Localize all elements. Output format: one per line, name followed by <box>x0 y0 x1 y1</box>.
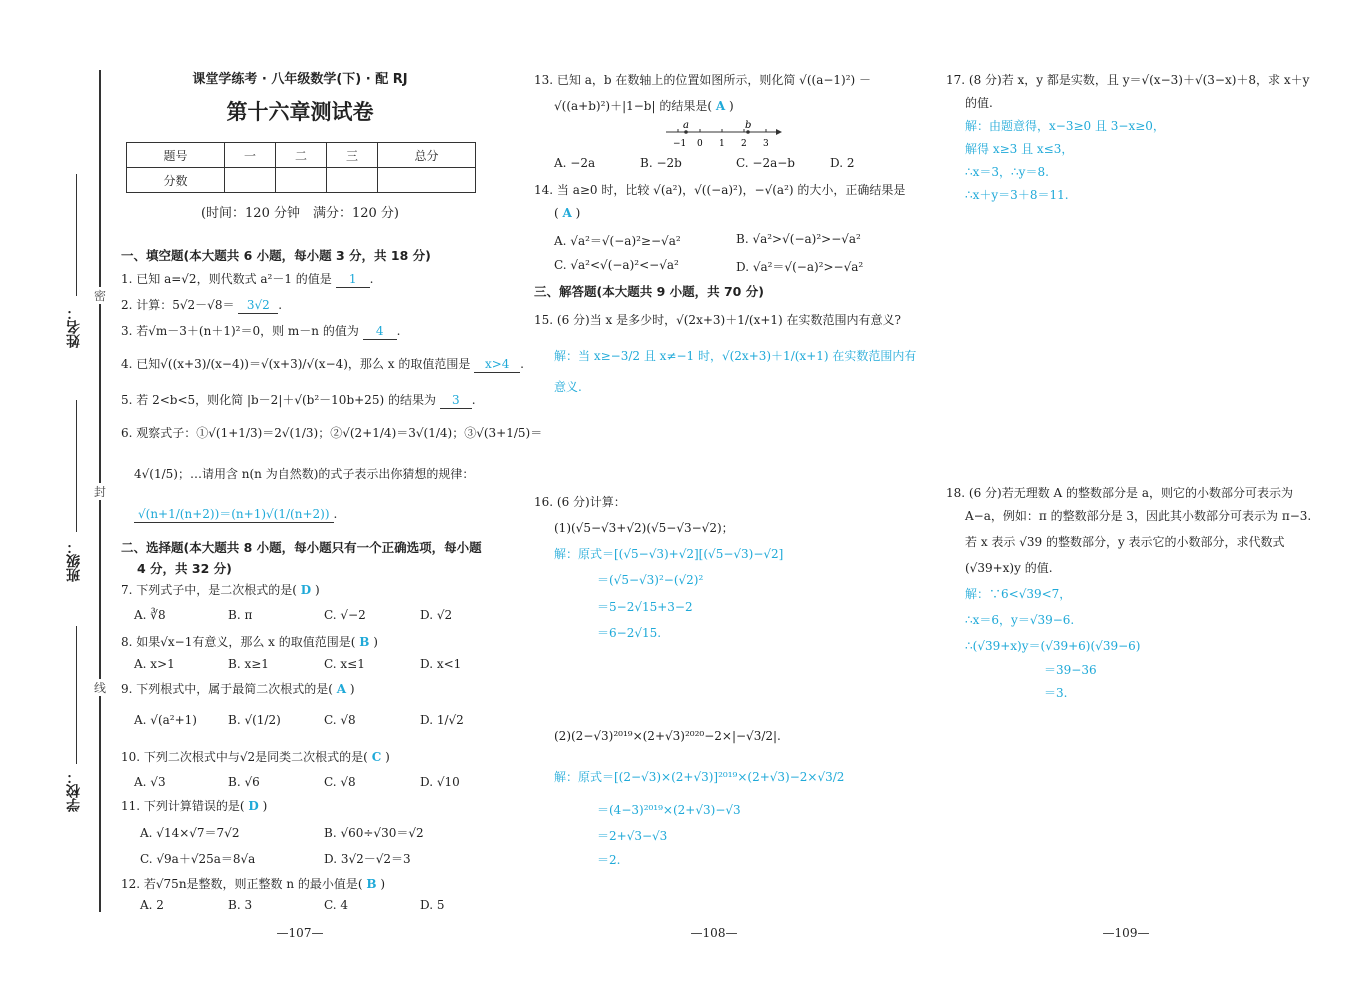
section3-title: 三、解答题(本大题共 9 小题，共 70 分) <box>534 284 764 299</box>
option-13a: A. −2a <box>554 156 596 170</box>
class-label: 班级： <box>66 540 82 582</box>
question-10: 10. 下列二次根式中与√2是同类二次根式的是( C ) <box>121 750 390 764</box>
question-1: 1. 已知 a=√2，则代数式 a²－1 的值是 1 . <box>121 272 374 286</box>
score-input-cell[interactable] <box>275 168 326 193</box>
question-12: 12. 若√75n是整数，则正整数 n 的最小值是( B ) <box>121 877 386 891</box>
option-11a: A. √14×√7＝7√2 <box>140 826 240 840</box>
school-underline <box>76 626 77 764</box>
score-table-cell: 题号 <box>127 143 225 168</box>
question-6-answer-line: √(n+1/(n+2))＝(n+1)√(1/(n+2)) . <box>134 506 337 523</box>
question-13-line1: 13. 已知 a，b 在数轴上的位置如图所示，则化简 √((a−1)²) － <box>534 73 872 87</box>
option-9a: A. √(a²+1) <box>134 713 197 727</box>
answer-2: 3√2 <box>238 297 278 314</box>
question-17-line2: 的值. <box>965 96 993 110</box>
question-9: 9. 下列根式中，属于最简二次根式的是( A ) <box>121 682 355 696</box>
question-6-line2: 4√(1/5)；…请用含 n(n 为自然数)的式子表示出你猜想的规律： <box>134 467 475 481</box>
option-9d: D. 1/√2 <box>420 713 464 727</box>
option-12b: B. 3 <box>228 898 253 912</box>
answer-12: B <box>366 877 377 891</box>
name-underline <box>76 174 77 296</box>
option-8d: D. x<1 <box>420 657 462 671</box>
question-18-line1: 18. (6 分)若无理数 A 的整数部分是 a，则它的小数部分可表示为 <box>946 486 1293 500</box>
seal-mi: 密 <box>93 289 106 303</box>
section1-title: 一、填空题(本大题共 6 小题，每小题 3 分，共 18 分) <box>121 248 431 263</box>
solution-15-line1: 解：当 x≥−3/2 且 x≠−1 时，√(2x+3)＋1/(x+1) 在实数范围内有 <box>554 349 917 363</box>
question-7: 7. 下列式子中，是二次根式的是( D ) <box>121 583 320 597</box>
solution-18-line: ∴x＝6，y＝√39−6. <box>965 613 1075 627</box>
number-line-figure <box>660 118 784 150</box>
question-3: 3. 若√m－3＋(n＋1)²＝0，则 m－n 的值为 4 . <box>121 324 401 338</box>
answer-9: A <box>336 682 347 696</box>
seal-xian: 线 <box>93 681 106 695</box>
page-number-108: —108— <box>690 926 738 940</box>
answer-5: 3 <box>440 392 472 409</box>
option-7b: B. π <box>228 608 253 622</box>
point-a-label: a <box>683 120 689 131</box>
option-14c: C. √a²<√(−a)²<−√a² <box>554 258 679 272</box>
section2-title-line2: 4 分，共 32 分) <box>137 561 232 576</box>
section2-title-line1: 二、选择题(本大题共 8 小题，每小题只有一个正确选项，每小题 <box>121 540 482 555</box>
class-underline <box>76 400 77 532</box>
score-table-cell: 分数 <box>127 168 225 193</box>
solution-16-1-line: ＝6−2√15. <box>597 626 662 640</box>
question-18-line3: 若 x 表示 √39 的整数部分，y 表示它的小数部分，求代数式 <box>965 535 1285 549</box>
score-table-cell: 总分 <box>377 143 475 168</box>
solution-16-1-line: 解：原式＝[(√5−√3)+√2][(√5−√3)−√2] <box>554 547 784 561</box>
option-13c: C. −2a−b <box>736 156 795 170</box>
option-7c: C. √−2 <box>324 608 366 622</box>
solution-17-line: ∴x＋y＝3＋8＝11. <box>965 188 1069 202</box>
question-14-line1: 14. 当 a≥0 时，比较 √(a²)，√((−a)²)，−√(a²) 的大小，正确结果是 <box>534 183 906 197</box>
page-number-107: —107— <box>276 926 324 940</box>
question-16-part2: (2)(2−√3)²⁰¹⁹×(2+√3)²⁰²⁰−2×|−√3/2|. <box>554 729 781 743</box>
option-8a: A. x>1 <box>134 657 175 671</box>
question-18-line4: (√39+x)y 的值. <box>965 561 1053 575</box>
question-18-line2: A−a，例如：π 的整数部分是 3，因此其小数部分可表示为 π−3. <box>965 509 1312 523</box>
option-10c: C. √8 <box>324 775 356 789</box>
score-input-cell[interactable] <box>377 168 475 193</box>
question-13-line2: √((a+b)²)＋|1−b| 的结果是( A ) <box>554 99 734 113</box>
option-7d: D. √2 <box>420 608 453 622</box>
question-16-part1: (1)(√5−√3+√2)(√5−√3−√2)； <box>554 521 734 535</box>
solution-15-line2: 意义. <box>554 380 582 394</box>
solution-18-line: ∴(√39+x)y＝(√39+6)(√39−6) <box>965 639 1141 653</box>
option-11b: B. √60÷√30＝√2 <box>324 826 424 840</box>
question-5: 5. 若 2<b<5，则化简 |b－2|＋√(b²－10b+25) 的结果为 3 . <box>121 393 476 407</box>
exam-title: 第十六章测试卷 <box>226 100 374 124</box>
score-input-cell[interactable] <box>225 168 276 193</box>
point-b-label: b <box>745 120 752 131</box>
option-11c: C. √9a＋√25a＝8√a <box>140 852 256 866</box>
answer-13: A <box>715 99 726 113</box>
question-15: 15. (6 分)当 x 是多少时，√(2x+3)＋1/(x+1) 在实数范围内有意义? <box>534 313 901 327</box>
option-11d: D. 3√2－√2＝3 <box>324 852 411 866</box>
answer-10: C <box>371 750 382 764</box>
solution-16-2-line: ＝(4−3)²⁰¹⁹×(2+√3)−√3 <box>597 803 741 817</box>
number-line-tick-label: −1 <box>673 139 687 149</box>
score-table-cell: 二 <box>275 143 326 168</box>
solution-18-line: ＝39−36 <box>1044 663 1097 677</box>
solution-16-1-line: ＝(√5−√3)²−(√2)² <box>597 573 704 587</box>
solution-16-2-line: 解：原式＝[(2−√3)×(2+√3)]²⁰¹⁹×(2+√3)−2×√3/2 <box>554 770 845 784</box>
question-17-line1: 17. (8 分)若 x，y 都是实数，且 y＝√(x−3)＋√(3−x)＋8，求 x＋y <box>946 73 1310 87</box>
option-9c: C. √8 <box>324 713 356 727</box>
option-7a: A. ∛8 <box>134 608 166 622</box>
option-14b: B. √a²>√(−a)²>−√a² <box>736 232 861 246</box>
solution-18-line: 解：∵6<√39<7， <box>965 587 1072 601</box>
question-11: 11. 下列计算错误的是( D ) <box>121 799 268 813</box>
option-9b: B. √(1/2) <box>228 713 281 727</box>
time-info: (时间：120 分钟 满分：120 分) <box>200 206 400 221</box>
number-line-tick-label: 3 <box>763 139 769 149</box>
score-input-cell[interactable] <box>326 168 377 193</box>
question-14-line2: ( A ) <box>554 206 581 220</box>
number-line-tick-label: 1 <box>719 139 725 149</box>
answer-8: B <box>359 635 370 649</box>
answer-14: A <box>562 206 572 220</box>
option-13b: B. −2b <box>640 156 682 170</box>
series-title: 课堂学练考 · 八年级数学(下) · 配 RJ <box>192 72 408 87</box>
number-line-arrow <box>776 129 782 135</box>
answer-7: D <box>300 583 312 597</box>
option-13d: D. 2 <box>830 156 855 170</box>
option-10d: D. √10 <box>420 775 460 789</box>
answer-6: √(n+1/(n+2))＝(n+1)√(1/(n+2)) <box>134 506 334 523</box>
solution-18-line: ＝3. <box>1044 686 1068 700</box>
solution-16-2-line: ＝2. <box>597 853 621 867</box>
number-line-tick-label: 2 <box>741 139 747 149</box>
question-2: 2. 计算：5√2－√8＝ 3√2 . <box>121 298 283 312</box>
option-12a: A. 2 <box>140 898 164 912</box>
option-14d: D. √a²＝√(−a)²>−√a² <box>736 260 864 274</box>
answer-11: D <box>248 799 259 813</box>
question-6-line1: 6. 观察式子：①√(1+1/3)＝2√(1/3)；②√(2+1/4)＝3√(1/4)；③√(3+1/5)＝ <box>121 426 543 440</box>
option-8b: B. x≥1 <box>228 657 269 671</box>
score-table <box>126 142 476 193</box>
option-14a: A. √a²＝√(−a)²≥−√a² <box>554 234 681 248</box>
solution-17-line: 解：由题意得，x−3≥0 且 3−x≥0， <box>965 119 1165 133</box>
option-8c: C. x≤1 <box>324 657 365 671</box>
number-line-tick-label: 0 <box>697 139 703 149</box>
solution-17-line: ∴x＝3，∴y＝8. <box>965 165 1049 179</box>
option-10b: B. √6 <box>228 775 260 789</box>
school-label: 学校： <box>66 770 82 812</box>
answer-4: x>4 <box>474 356 520 373</box>
question-8: 8. 如果√x−1有意义，那么 x 的取值范围是( B ) <box>121 635 378 649</box>
solution-16-2-line: ＝2+√3−√3 <box>597 829 668 843</box>
option-10a: A. √3 <box>134 775 166 789</box>
score-table-cell: 三 <box>326 143 377 168</box>
solution-16-1-line: ＝5−2√15+3−2 <box>597 600 693 614</box>
answer-1: 1 <box>336 271 370 288</box>
question-4: 4. 已知√((x+3)/(x−4))＝√(x+3)/√(x−4)，那么 x 的取值范围是 x>4 . <box>121 357 524 371</box>
seal-feng: 封 <box>93 485 106 499</box>
page-number-109: —109— <box>1102 926 1150 940</box>
name-label: 姓名： <box>66 306 82 348</box>
score-table-cell: 一 <box>225 143 276 168</box>
question-16: 16. (6 分)计算： <box>534 495 626 509</box>
solution-17-line: 解得 x≥3 且 x≤3， <box>965 142 1074 156</box>
option-12c: C. 4 <box>324 898 349 912</box>
option-12d: D. 5 <box>420 898 445 912</box>
answer-3: 4 <box>363 323 397 340</box>
